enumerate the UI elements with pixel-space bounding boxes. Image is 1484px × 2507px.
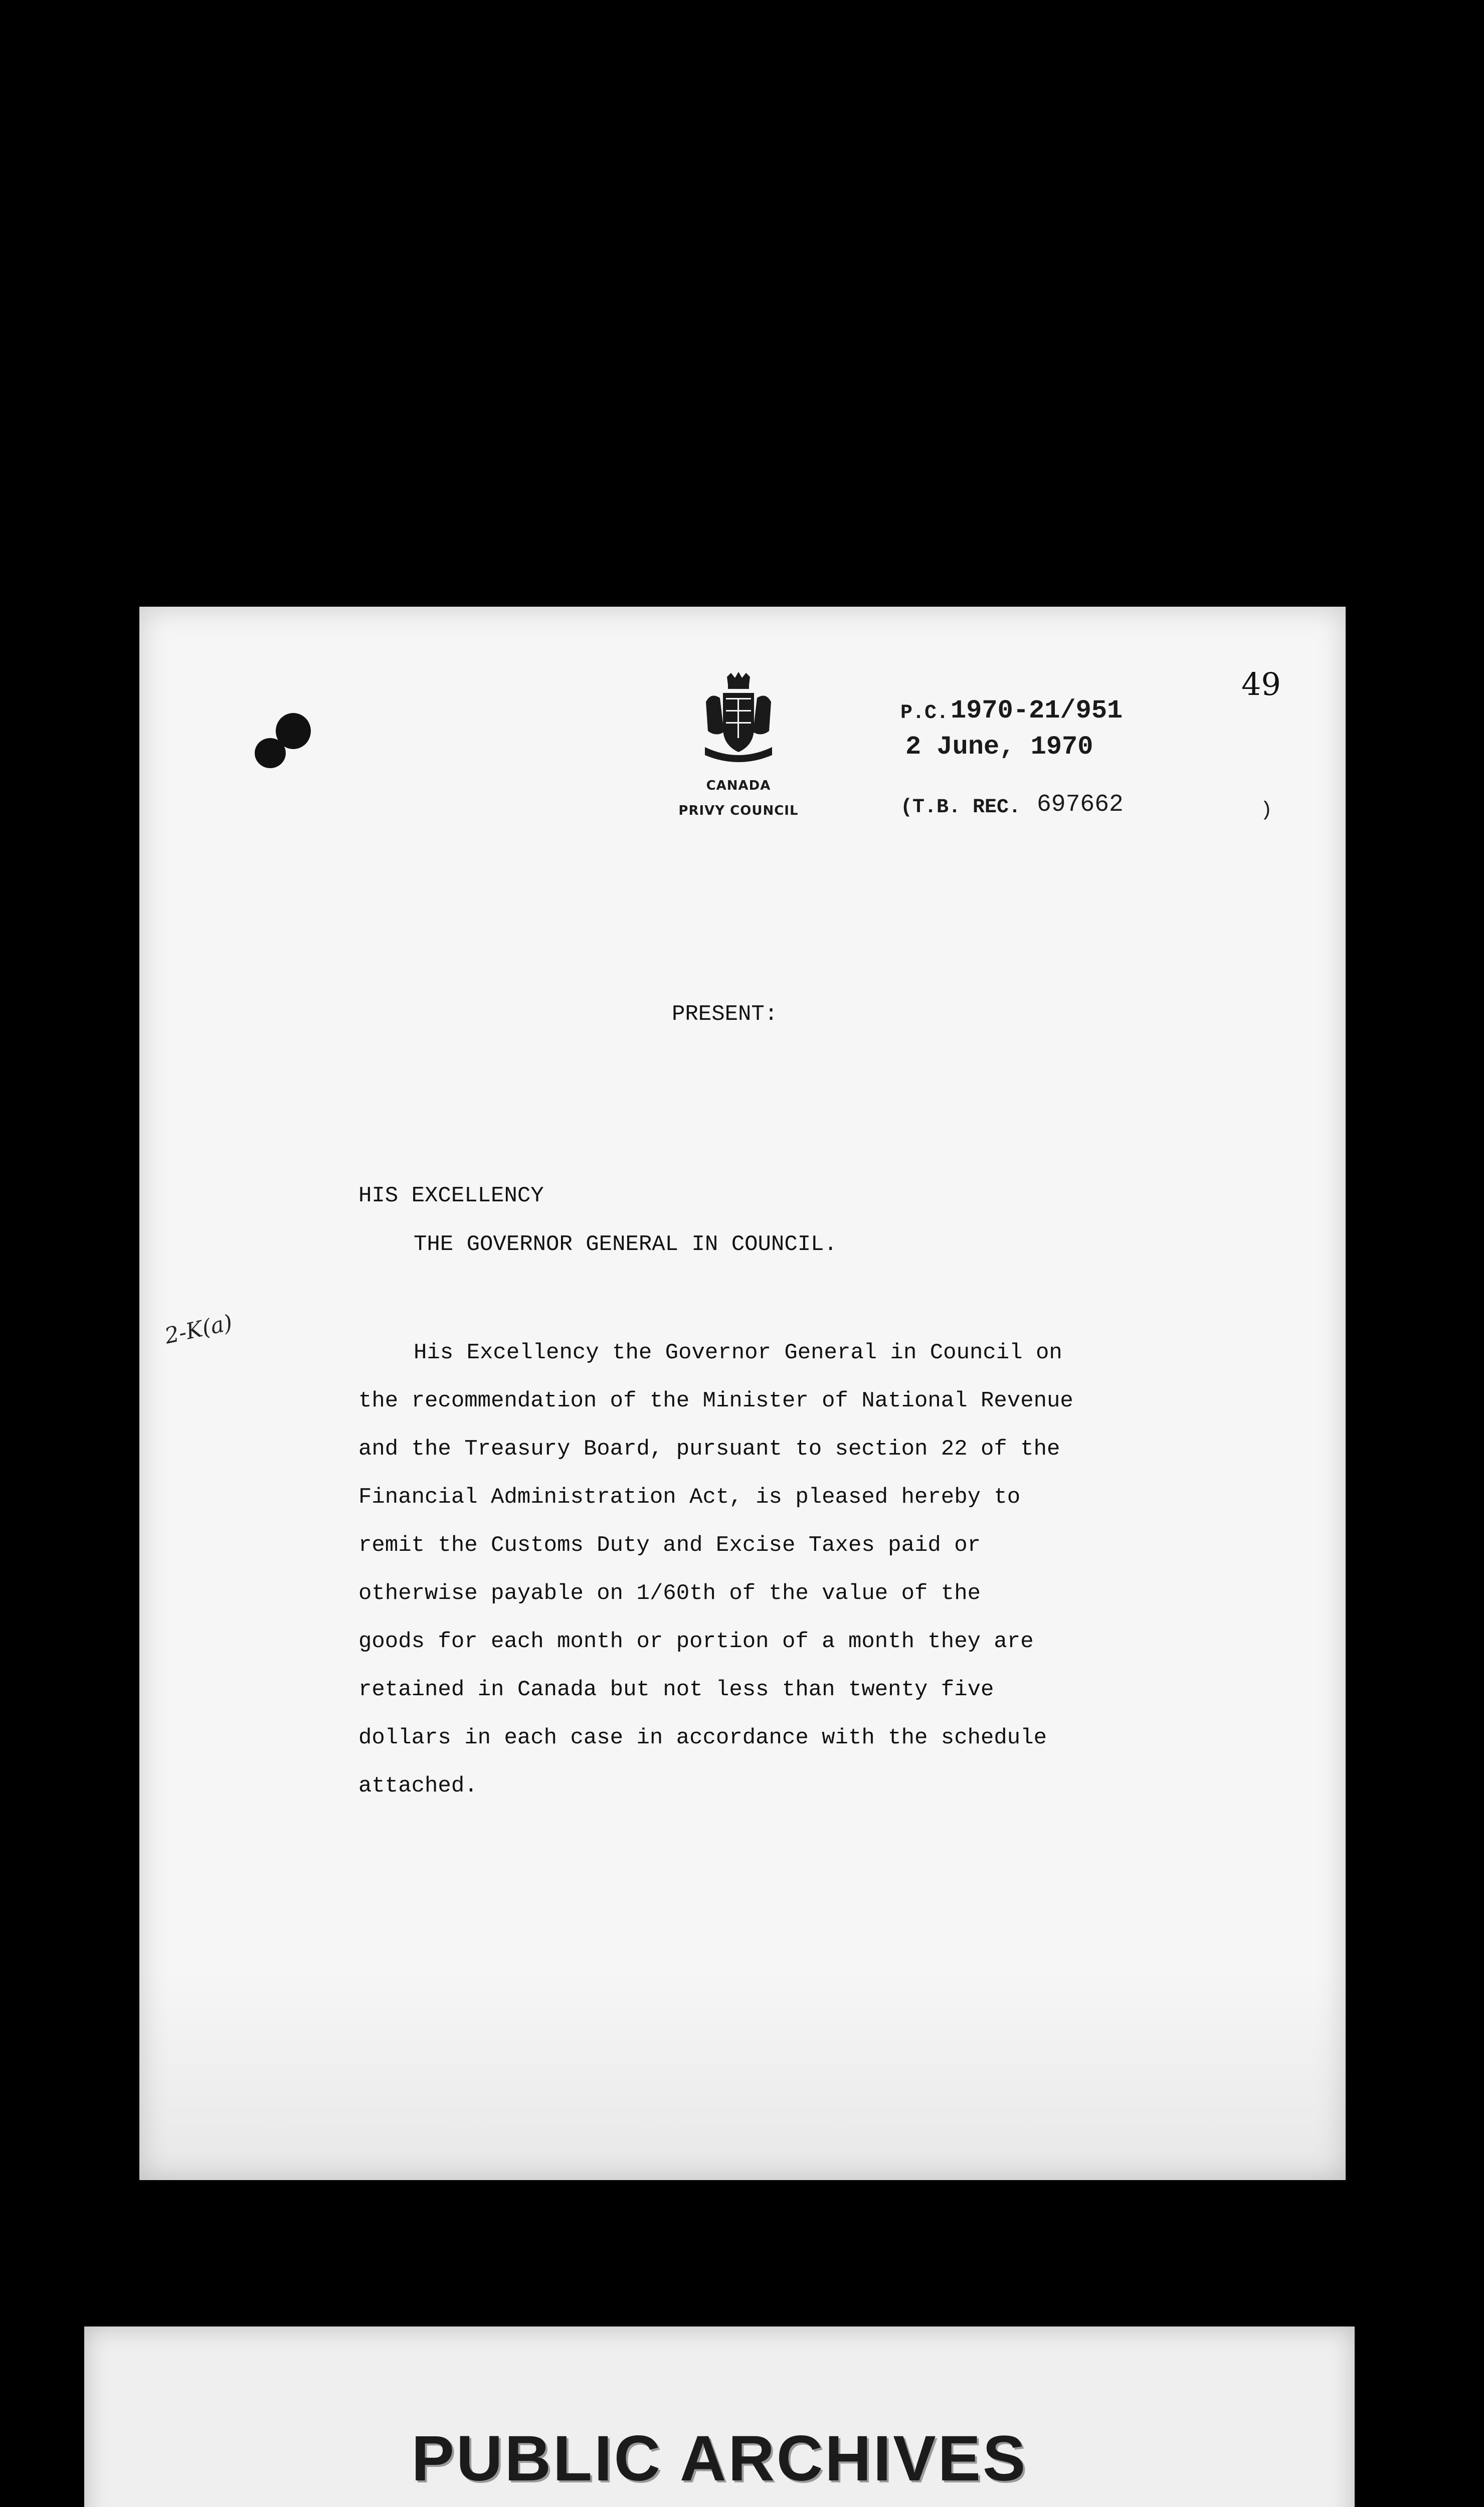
punch-hole: [255, 738, 286, 768]
present-heading: PRESENT:: [672, 1002, 778, 1027]
pc-label: P.C.: [900, 702, 949, 725]
body-line: otherwise payable on 1/60th of the value of the: [358, 1581, 981, 1606]
body-line: the recommendation of the Minister of National Revenue: [358, 1388, 1073, 1413]
addressee-line: HIS EXCELLENCY: [358, 1183, 544, 1208]
archive-stamp-card: [84, 2326, 1355, 2507]
body-line: retained in Canada but not less than twenty five: [358, 1677, 994, 1702]
body-line: dollars in each case in accordance with the schedule: [358, 1725, 1047, 1750]
order-date: 2 June, 1970: [905, 732, 1093, 762]
body-line: remit the Customs Duty and Excise Taxes paid or: [358, 1533, 981, 1558]
coat-of-arms-icon: [701, 672, 776, 762]
document-page: [139, 607, 1346, 2180]
letterhead-country: CANADA: [706, 778, 771, 793]
letterhead-body: PRIVY COUNCIL: [678, 803, 799, 818]
body-line: and the Treasury Board, pursuant to section 22 of the: [358, 1437, 1060, 1462]
tb-rec-number: 697662: [1037, 791, 1124, 818]
pc-number: 1970-21/951: [951, 696, 1123, 726]
body-line: goods for each month or portion of a month they are: [358, 1629, 1034, 1654]
archive-title-en: PUBLIC ARCHIVES: [411, 2423, 1028, 2494]
body-line: Financial Administration Act, is pleased hereby to: [358, 1485, 1021, 1510]
tb-rec-label: (T.B. REC.: [900, 796, 1021, 819]
body-line: attached.: [358, 1773, 478, 1799]
tb-rec-close: ): [1260, 799, 1273, 822]
body-line: His Excellency the Governor General in Council on: [414, 1340, 1062, 1365]
addressee-line: THE GOVERNOR GENERAL IN COUNCIL.: [414, 1232, 837, 1257]
order-body: [358, 1329, 1073, 1810]
page-number: 49: [1241, 666, 1281, 702]
handwritten-margin-note: 2-K(a): [162, 1310, 235, 1349]
